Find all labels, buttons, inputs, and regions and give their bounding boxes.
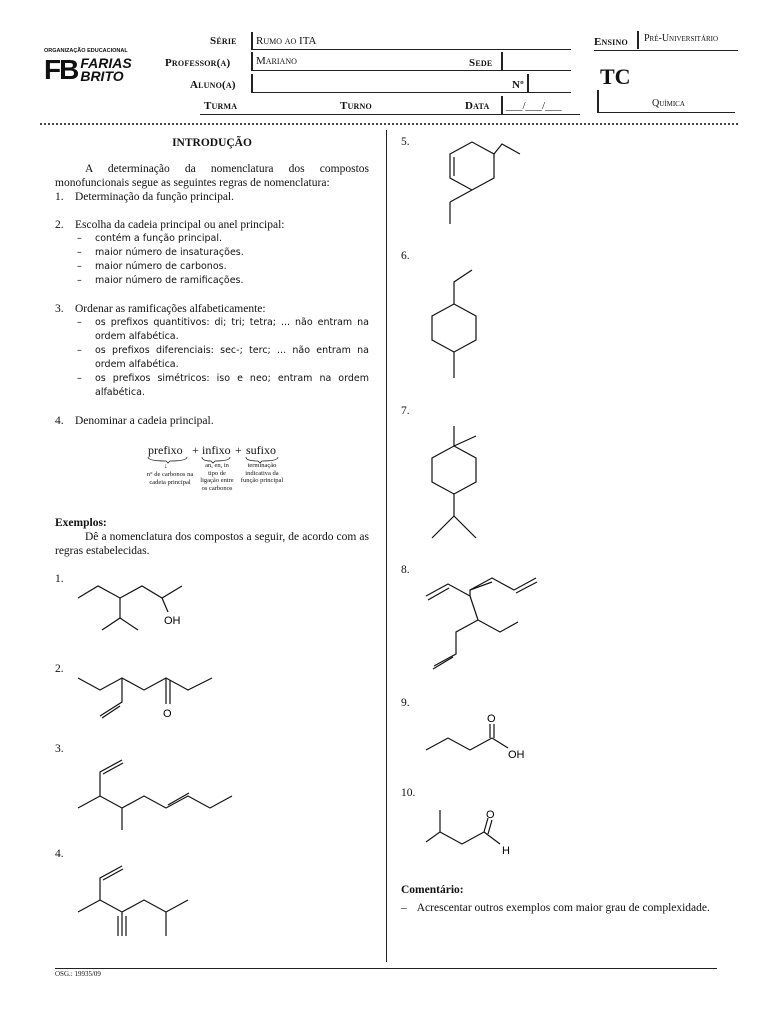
column-divider [386, 130, 387, 962]
rule-sub-text: maior número de carbonos. [95, 261, 227, 272]
nomenclature-formula [140, 443, 300, 513]
comment-dash: – [401, 902, 407, 914]
examples-block [55, 516, 369, 558]
example-number: 3. [55, 743, 64, 755]
data-value: ___/___/___ [506, 100, 562, 112]
o-label: O [486, 809, 495, 821]
molecule-4 [72, 860, 222, 940]
divider [251, 52, 253, 70]
rule-3 [55, 302, 369, 316]
rule-2 [55, 218, 369, 232]
rule-text: Determinação da função principal. [75, 191, 235, 203]
rule-4 [55, 414, 369, 428]
header-separator [40, 123, 738, 125]
subject-value: Química [652, 98, 685, 109]
example-number: 2. [55, 663, 64, 675]
divider [501, 96, 503, 114]
rule-sub: – os prefixos simétricos: iso e neo; entram na ordem alfabética. [77, 373, 369, 398]
ensino-line [594, 50, 738, 51]
formula-sufixo-note: terminação indicativa da função principal [240, 462, 284, 484]
turno-label: Turno [340, 100, 372, 112]
rule-sub: – os prefixos diferenciais: sec-; terc; ... não entram na ordem alfabética. [77, 345, 369, 370]
example-number: 1. [55, 573, 64, 585]
rule-number: 4. [55, 415, 64, 427]
molecule-8 [420, 576, 560, 676]
h-label: H [502, 845, 510, 857]
formula-plus: + [192, 443, 199, 457]
professor-value: Mariano [256, 55, 297, 67]
rule-sub: – os prefixos quantitivos: di; tri; tetra; ... não entram na ordem alfabética. [77, 317, 369, 342]
example-number: 4. [55, 848, 64, 860]
sede-label: Sede [469, 57, 493, 69]
rule-text: Denominar a cadeia principal. [75, 415, 214, 427]
aluno-label: Aluno(a) [190, 79, 236, 91]
numero-label: Nº [512, 79, 524, 91]
molecule-2 [72, 666, 222, 726]
rule-sub: – contém a função principal. [77, 233, 222, 244]
serie-label: Série [210, 35, 237, 47]
formula-infixo-note: an, en, in tipo de ligação entre os carbonos [200, 462, 234, 492]
oh-label: OH [164, 615, 181, 627]
divider [251, 32, 253, 50]
rule-sub: – maior número de insaturações. [77, 247, 244, 258]
turma-label: Turma [204, 100, 238, 112]
rule-sub-text: maior número de insaturações. [95, 247, 244, 258]
example-number: 7. [401, 405, 410, 417]
logo-mark: FB [44, 54, 78, 85]
rule-number: 1. [55, 191, 64, 203]
formula-sufixo: sufixo [246, 443, 276, 457]
divider [637, 31, 639, 49]
comment-title: Comentário: [401, 884, 464, 896]
professor-line [251, 70, 571, 71]
rule-sub: – maior número de ramificações. [77, 275, 244, 286]
formula-arrow: ↓ [164, 462, 168, 470]
intro-text: A determinação da nomenclatura dos compostos monofuncionais segue as seguintes regras de nomenclatura: [55, 163, 369, 189]
oh-label: OH [508, 749, 525, 761]
example-number: 9. [401, 697, 410, 709]
footer-osg: OSG.: 19935/09 [55, 970, 101, 978]
formula-infixo: infixo [202, 443, 231, 457]
rule-text: Ordenar as ramificações alfabeticamente: [75, 303, 266, 315]
rule-number: 2. [55, 219, 64, 231]
ensino-label: Ensino [594, 36, 628, 48]
comment-text: Acrescentar outros exemplos com maior grau de complexidade. [416, 902, 710, 914]
examples-text: Dê a nomenclatura dos compostos a seguir, de acordo com as regras estabelecidas. [55, 531, 369, 557]
serie-value: Rumo ao ITA [256, 35, 317, 47]
molecule-10 [420, 804, 540, 864]
molecule-9 [420, 710, 540, 770]
molecule-3 [72, 752, 242, 832]
rule-sub-text: os prefixos quantitivos: di; tri; tetra; ... não entram na ordem alfabética. [95, 317, 369, 342]
left-column [55, 136, 369, 428]
formula-prefixo-note: n° de carbonos na cadeia principal [146, 471, 194, 486]
o-label: O [487, 713, 496, 725]
rule-text: Escolha da cadeia principal ou anel principal: [75, 219, 285, 231]
logo [44, 48, 148, 92]
rule-sub-text: maior número de ramificações. [95, 275, 244, 286]
divider [597, 90, 599, 113]
footer-line [55, 968, 717, 969]
molecule-1 [72, 580, 212, 640]
rule-sub: – maior número de carbonos. [77, 261, 227, 272]
rule-sub-text: os prefixos simétricos: iso e neo; entram na ordem alfabética. [95, 373, 369, 398]
tc-title: TC [600, 64, 631, 89]
serie-line [251, 49, 571, 50]
example-number: 5. [401, 136, 410, 148]
examples-title: Exemplos: [55, 517, 107, 529]
logo-name-line2: BRITO [80, 68, 124, 84]
formula-plus: + [235, 443, 242, 457]
ensino-value: Pré-Universitário [644, 33, 719, 44]
example-number: 10. [401, 787, 416, 799]
rule-sub-text: os prefixos diferenciais: sec-; terc; ... não entram na ordem alfabética. [95, 345, 369, 370]
professor-label: Professor(a) [165, 57, 231, 69]
example-number: 6. [401, 250, 410, 262]
rule-sub-text: contém a função principal. [95, 233, 222, 244]
o-label: O [163, 708, 172, 720]
divider [251, 74, 253, 92]
turma-line [200, 114, 580, 115]
section-title: INTRODUÇÃO [172, 137, 252, 149]
logo-name-line1: FARIAS [80, 55, 132, 71]
comment-block [401, 883, 717, 917]
molecule-5 [420, 140, 530, 230]
example-number: 8. [401, 564, 410, 576]
molecule-6 [420, 266, 500, 386]
divider [501, 52, 503, 70]
subject-line [597, 112, 735, 113]
rule-1 [55, 190, 369, 204]
data-label: Data [465, 100, 490, 112]
rule-number: 3. [55, 303, 64, 315]
logo-org-text: ORGANIZAÇÃO EDUCACIONAL [44, 48, 128, 54]
aluno-line [251, 92, 571, 93]
formula-prefixo: prefixo [148, 443, 183, 457]
molecule-7 [420, 420, 510, 550]
divider [527, 74, 529, 92]
